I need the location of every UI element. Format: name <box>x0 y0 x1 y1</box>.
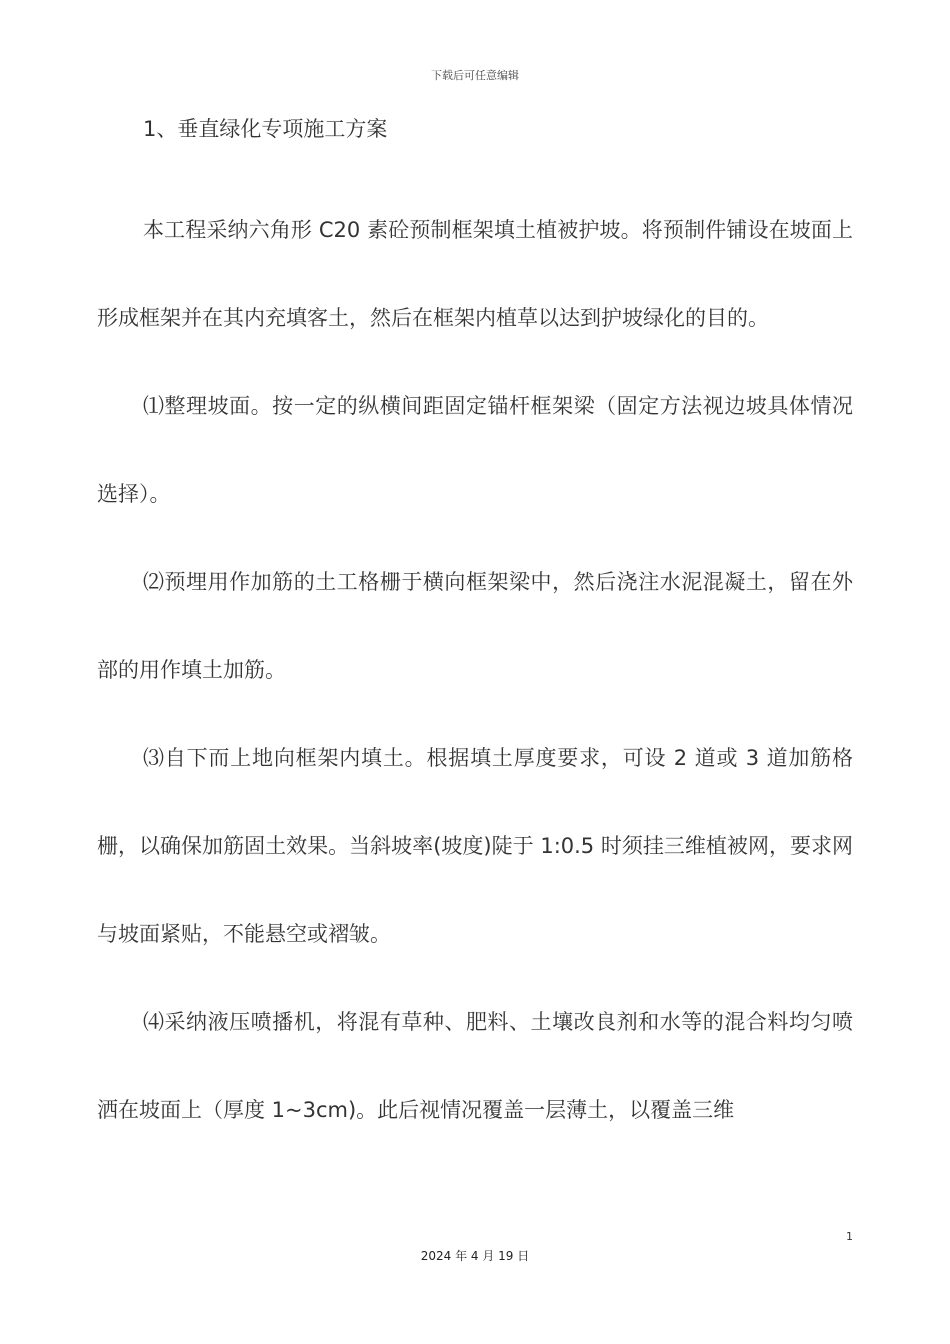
document-body <box>97 186 853 1154</box>
paragraph-step-1: ⑴整理坡面。按一定的纵横间距固定锚杆框架梁（固定方法视边坡具体情况选择）。 <box>97 394 853 506</box>
header-note: 下载后可任意编辑 <box>431 69 519 82</box>
footer-date: 2024 年 4 月 19 日 <box>420 1249 530 1263</box>
paragraph-intro: 本工程采纳六角形 C20 素砼预制框架填土植被护坡。将预制件铺设在坡面上形成框架并在其内充填客土，然后在框架内植草以达到护坡绿化的目的。 <box>97 218 853 330</box>
page-number: 1 <box>846 1230 853 1243</box>
document-title: 1、垂直绿化专项施工方案 <box>143 117 388 141</box>
paragraph-step-4: ⑷采纳液压喷播机，将混有草种、肥料、土壤改良剂和水等的混合料均匀喷洒在坡面上（厚度 1~3cm)。此后视情况覆盖一层薄土，以覆盖三维 <box>97 1010 853 1122</box>
paragraph-step-2: ⑵预埋用作加筋的土工格栅于横向框架梁中，然后浇注水泥混凝土，留在外部的用作填土加筋。 <box>97 570 853 682</box>
paragraph-step-3: ⑶自下而上地向框架内填土。根据填土厚度要求，可设 2 道或 3 道加筋格栅，以确保加筋固土效果。当斜坡率(坡度)陡于 1:0.5 时须挂三维植被网，要求网与坡面紧贴，不能悬空或褶皱。 <box>97 746 853 946</box>
